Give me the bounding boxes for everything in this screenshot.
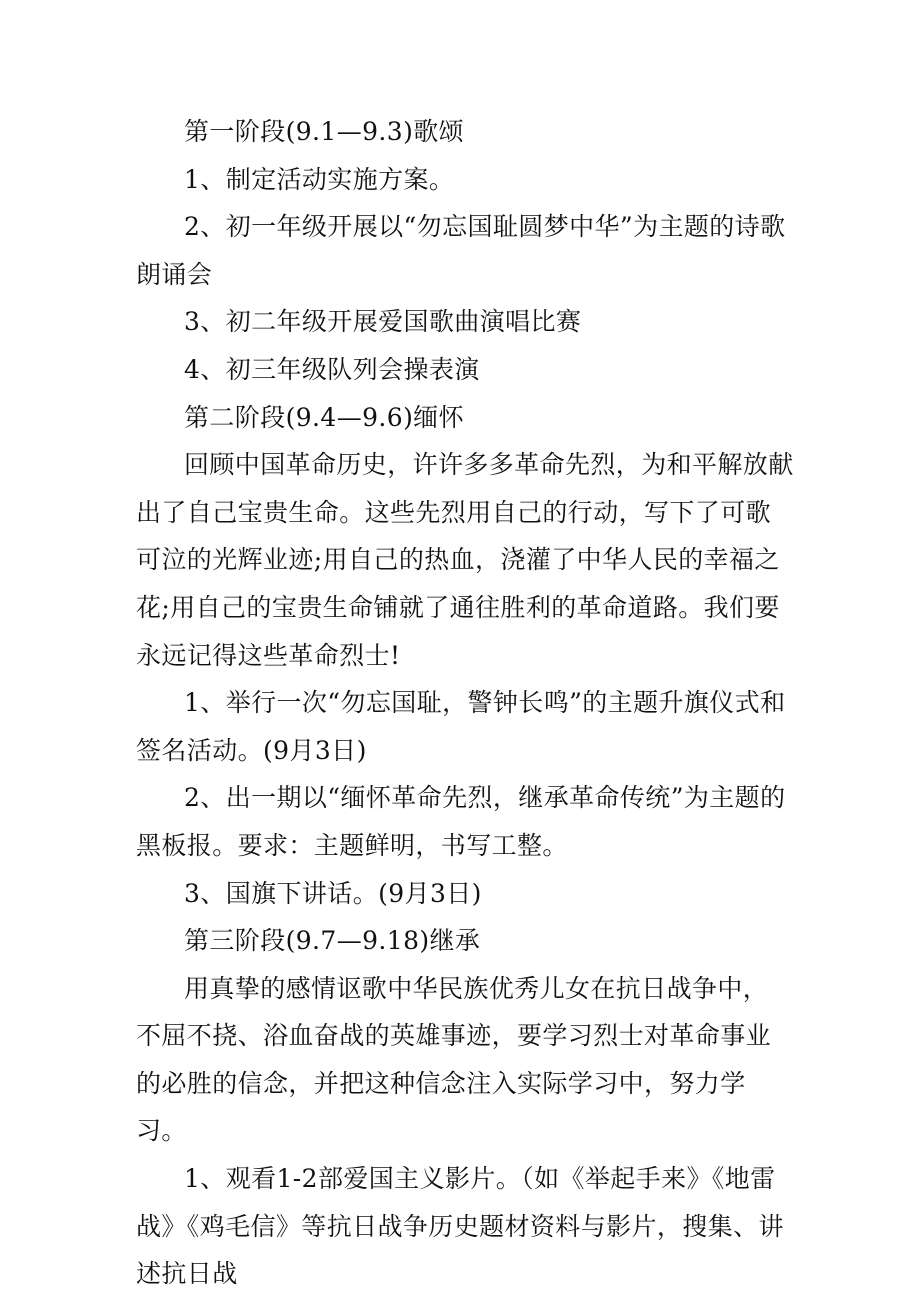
document-body xyxy=(136,108,796,1298)
stage-three-heading: 第三阶段(9.7—9.18)继承 xyxy=(184,926,481,956)
list-item: 2、出一期以“缅怀革命先烈，继承革命传统”为主题的黑板报。要求：主题鲜明，书写工整。 xyxy=(136,783,786,860)
stage-two-heading: 第二阶段(9.4—9.6)缅怀 xyxy=(184,402,465,432)
body-paragraph: 用真挚的感情讴歌中华民族优秀儿女在抗日战争中， xyxy=(184,973,769,1003)
list-item: 3、国旗下讲话。(9月3日) xyxy=(184,878,482,908)
list-item: 2、初一年级开展以“勿忘国耻圆梦中华”为主题的诗歌朗诵会 xyxy=(136,212,786,289)
list-item: 1、举行一次“勿忘国耻，警钟长鸣”的主题升旗仪式和签名活动。(9月3日) xyxy=(136,688,786,765)
body-paragraph: 回顾中国革命历史，许许多多革命先烈，为和平解放献出了自己宝贵生命。这些先烈用自己的行动，写下了可歌可泣的光辉业迹;用自己的热血，浇灌了中华人民的幸福之花;用自己的宝贵生命铺就了通往胜利的革命道路。我们要永远记得这些革命烈士! xyxy=(136,450,794,670)
list-item: 1、观看1-2部爱国主义影片。（如《举起手来》《地雷战》《鸡毛信》等抗日战争历史题材资料与影片，搜集、讲述抗日战 xyxy=(136,1164,784,1289)
list-item: 3、初二年级开展爱国歌曲演唱比赛 xyxy=(184,307,582,337)
body-paragraph-continuation: 不屈不挠、浴血奋战的英雄事迹，要学习烈士对革命事业的必胜的信念，并把这种信念注入实际学习中，努力学习。 xyxy=(136,1021,772,1146)
list-item: 4、初三年级队列会操表演 xyxy=(184,354,480,384)
list-item: 1、制定活动实施方案。 xyxy=(184,164,455,194)
stage-one-heading: 第一阶段(9.1—9.3)歌颂 xyxy=(184,117,465,146)
